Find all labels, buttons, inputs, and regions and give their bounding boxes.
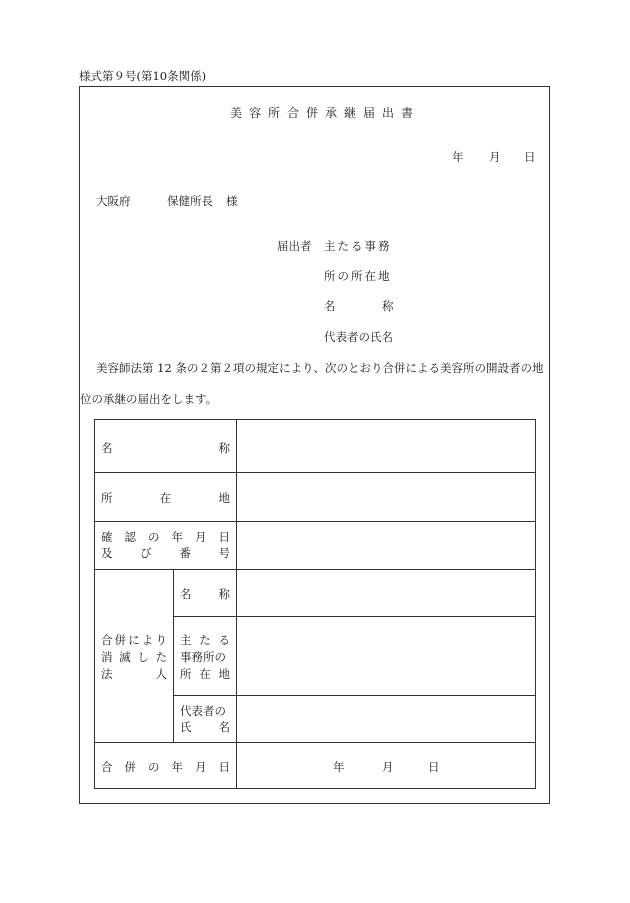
submitter-address-2: 所の所在地: [324, 269, 392, 283]
details-table: [94, 419, 536, 789]
submitter-representative: 代表者の氏名: [324, 330, 393, 344]
submitter-name-1: 名: [324, 299, 336, 313]
merger-date-day: 日: [428, 760, 440, 774]
sub-address-label-1: 主 た る: [180, 633, 230, 647]
row-divider: [95, 742, 535, 743]
date-year: 年: [452, 150, 464, 164]
row-divider: [95, 569, 535, 570]
submitter-name-2: 称: [382, 299, 394, 313]
submitter-label: 届出者: [277, 239, 312, 253]
row-divider: [173, 616, 535, 617]
dissolved-corp-label-2: 消 滅 し た: [101, 650, 167, 664]
addressee-honorific: 様: [226, 194, 238, 208]
dissolved-corp-label-1: 合 併 に よ り: [101, 633, 167, 647]
sub-address-label-3: 所 在 地: [180, 667, 230, 681]
sub-name-label: 名 称: [180, 587, 230, 601]
sub-rep-label-1: 代表者の: [180, 704, 226, 718]
confirm-row-label-1: 確 認 の 年 月 日: [101, 530, 230, 544]
row-divider: [173, 695, 535, 696]
body-text-line-2: 位の承継の届出をします。: [80, 392, 218, 406]
dissolved-corp-label-3: 法 人: [101, 667, 167, 681]
form-number: 様式第９号(第10条関係): [79, 69, 207, 83]
sub-address-label-2: 事務所の: [180, 650, 226, 664]
merger-date-label: 合 併 の 年 月 日: [101, 760, 230, 774]
column-divider: [236, 420, 237, 788]
submitter-address-1: 主たる事務: [324, 239, 392, 253]
addressee-prefecture: 大阪府: [96, 194, 131, 208]
merger-date-month: 月: [382, 760, 394, 774]
confirm-row-label-2: 及 び 番 号: [101, 546, 230, 560]
addressee-office: 保健所長: [167, 194, 213, 208]
merger-date-year: 年: [333, 760, 345, 774]
date-day: 日: [524, 150, 536, 164]
address-row-label: 所 在 地: [101, 491, 230, 505]
row-divider: [95, 521, 535, 522]
row-divider: [95, 472, 535, 473]
date-month: 月: [489, 150, 501, 164]
sub-rep-label-2: 氏 名: [180, 720, 230, 734]
body-text-line-1: 美容師法第 12 条の２第２項の規定により、次のとおり合併による美容所の開設者の地: [96, 361, 544, 375]
document-title: 美容所合併承継届出書: [230, 106, 421, 120]
column-divider: [173, 569, 174, 742]
name-row-label: 名 称: [101, 441, 230, 455]
